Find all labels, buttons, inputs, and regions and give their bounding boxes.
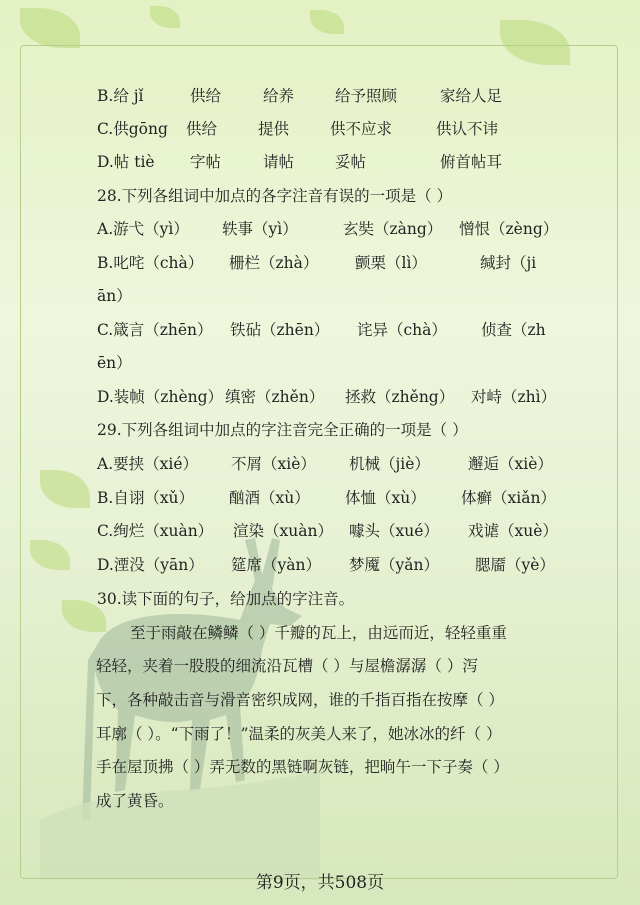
answer-choice: 筵席（yàn） (231, 556, 321, 574)
answer-choice: 铁砧（zhēn） (230, 321, 330, 339)
answer-choice: C.箴言（zhēn） (97, 321, 213, 339)
option-text: 请帖 (263, 153, 295, 171)
answer-choice: 对峙（zhì） (471, 388, 557, 406)
answer-choice: D.装帧（zhèng） (97, 388, 224, 406)
answer-choice: 缄封（ji (480, 254, 537, 272)
passage-line: 下，各种敲击音与滑音密织成网，谁的千指百指在按摩（ ） (96, 691, 504, 709)
answer-choice: 缜密（zhěn） (225, 388, 325, 406)
passage-line: 成了黄昏。 (96, 792, 174, 810)
answer-choice: 体恤（xù） (345, 489, 426, 507)
answer-choice: A.要挟（xié） (97, 455, 198, 473)
option-text: 俯首帖耳 (440, 153, 503, 171)
option-text: 供给 (186, 120, 218, 138)
answer-choice: 体癣（xiǎn） (461, 489, 556, 507)
answer-choice: B.叱咤（chà） (97, 254, 204, 272)
option-text: D.帖 tiè (97, 153, 155, 171)
question-30: 30.读下面的句子，给加点的字注音。 (97, 590, 355, 608)
answer-choice: 渲染（xuàn） (233, 522, 333, 540)
passage-line: 轻轻，夹着一股股的细流沿瓦槽（ ）与屋檐潺潺（ ）泻 (96, 657, 478, 675)
answer-choice: D.湮没（yān） (97, 556, 204, 574)
answer-choice: 机械（jiè） (349, 455, 430, 473)
option-text: 供不应求 (330, 120, 393, 138)
answer-choice: 戏谑（xuè） (468, 522, 558, 540)
answer-choice: 颤栗（lì） (355, 254, 427, 272)
option-text: 字帖 (190, 153, 222, 171)
passage-line: 耳廓（ ）。“下雨了！”温柔的灰美人来了，她冰冰的纤（ ） (96, 725, 502, 743)
answer-choice: 酗酒（xù） (229, 489, 310, 507)
option-text: 供认不讳 (436, 120, 499, 138)
answer-choice: 侦查（zh (481, 321, 546, 339)
answer-choice: 轶事（yì） (222, 220, 298, 238)
answer-choice: 栅栏（zhà） (229, 254, 319, 272)
page-number: 第9页，共508页 (255, 873, 385, 893)
answer-choice: 梦魇（yǎn） (349, 556, 439, 574)
option-text: 家给人足 (440, 87, 503, 105)
question-29: 29.下列各组词中加点的字注音完全正确的一项是（ ） (97, 421, 468, 439)
question-28: 28.下列各组词中加点的各字注音有误的一项是（ ） (97, 187, 453, 205)
option-text: 给予照顾 (335, 87, 398, 105)
passage-line: 手在屋顶拂（ ）弄无数的黑链啊灰链，把晌午一下子奏（ ） (96, 758, 509, 776)
answer-choice: 噱头（xué） (349, 522, 439, 540)
option-text: 妥帖 (335, 153, 367, 171)
option-text: 提供 (258, 120, 290, 138)
answer-choice: 不屑（xiè） (231, 455, 316, 473)
answer-choice: 玄奘（zàng） (343, 220, 443, 238)
option-text: B.给 jǐ (97, 87, 144, 105)
option-text: C.供gōng (97, 120, 168, 138)
answer-choice: A.游弋（yì） (97, 220, 189, 238)
answer-choice: 拯救（zhěng） (345, 388, 455, 406)
answer-choice: 憎恨（zèng） (459, 220, 559, 238)
passage-line: 至于雨敲在鳞鳞（ ）千瓣的瓦上，由远而近，轻轻重重 (130, 624, 507, 642)
answer-choice: 邂逅（xiè） (468, 455, 553, 473)
answer-choice: B.自诩（xǔ） (97, 489, 195, 507)
answer-choice: 诧异（chà） (357, 321, 447, 339)
answer-choice: C.绚烂（xuàn） (97, 522, 214, 540)
option-text: 供给 (190, 87, 222, 105)
q28-option-b-cont: ān） (97, 287, 132, 305)
option-text: 给养 (263, 87, 295, 105)
answer-choice: 腮靥（yè） (475, 556, 555, 574)
q28-option-c-cont: ēn） (97, 354, 132, 372)
